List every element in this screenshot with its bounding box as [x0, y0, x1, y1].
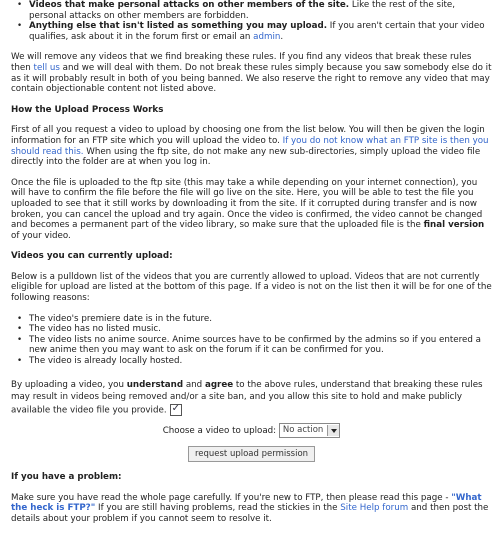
what-the-heck-is-ftp-link[interactable]: "What the heck is FTP?" [11, 492, 482, 514]
reasons-list [11, 314, 492, 367]
choose-video-label: Choose a video to upload: [162, 425, 277, 436]
video-select[interactable]: No action [279, 423, 340, 438]
list-item: • Anything else that isn't listed as something you may upload. If you aren't certain that your video qualifies, ask about it in the forum first or email an admin. [29, 21, 492, 42]
section-heading-problem: If you have a problem: [11, 472, 122, 483]
rule-title: Anything else that isn't listed as something you may upload. [29, 21, 328, 32]
rule-title: Videos that make personal attacks on other members of the site. [29, 0, 350, 10]
process-paragraph-2: Once the file is uploaded to the ftp site (this may take a while depending on your internet connection), you will have to confirm the file before the file will go live on the site. Here, you will be able to test the file you uploaded to see that it still works by downloading it from the site. If it corrupted during transfer and is now broken, you can cancel the upload and try again. Once the video is confirmed, the video cannot be changed and becomes a permanent part of the video library, so make sure that the uploaded file is the final version of your video. [11, 177, 485, 241]
request-upload-button[interactable]: request upload permission [188, 446, 315, 463]
agreement-text: By uploading a video, you understand and agree to the above rules, understand that breaking these rules may result in videos being removed and/or a site ban, and you allow this site to hold and make publicly available the video file you provide.✓ [11, 379, 492, 417]
current-intro: Below is a pulldown list of the videos that you are currently allowed to upload. Videos that are not currently eligible for upload are listed at the bottom of this page. If a video is not on the list then it will be for one of the following reasons: [11, 271, 492, 304]
list-item: • The video's premiere date is in the future. [29, 314, 492, 325]
process-paragraph-1: First of all you request a video to upload by choosing one from the list below. You will then be given the login information for an FTP site which you will upload the video to. If you do not know what an FTP site is then you should read this. When using the ftp site, do not make any new sub-directories, simply upload the video file directly into the folder are at when you log in. [11, 125, 489, 168]
list-item: • The video has no listed music. [29, 324, 492, 335]
list-item: • The video lists no anime source. Anime sources have to be confirmed by the admins so if you entered a new anime then you may want to ask on the forum if it can be confirmed for you. [29, 335, 492, 356]
admin-link[interactable]: admin [253, 31, 281, 42]
agree-checkbox[interactable] [170, 404, 182, 416]
list-item [29, 0, 492, 21]
rule-text: If you aren't certain that your video qualifies, ask about it in the forum first or email an [29, 21, 485, 42]
rule-text: Like the rest of the site, personal attacks on other members are forbidden. [29, 0, 455, 21]
forbidden-rules-list [11, 0, 492, 42]
removal-policy: We will remove any videos that we find breaking these rules. If you find any videos that break these rules then tell us and we will deal with them. Do not break these rules simply because you saw somebody else do it as it will probably result in both of you being banned. We also reserve the right to remove any video that may contain objectionable content not listed above. [11, 52, 492, 95]
section-heading-current: Videos you can currently upload: [11, 251, 173, 262]
video-select-row [11, 423, 492, 438]
problem-paragraph: Make sure you have read the whole page carefully. If you're new to FTP, then please read this page - "What the heck is FTP?" If you are still having problems, read the stickies in the Site Help forum and then post the details about your problem if you cannot seem to resolve it. [11, 492, 489, 524]
section-heading-process: How the Upload Process Works [11, 104, 164, 115]
what-is-ftp-link[interactable]: If you do not know what an FTP site is then you should read this. [11, 135, 489, 157]
site-help-forum-link[interactable]: Site Help forum [340, 503, 409, 514]
list-item: • The video is already locally hosted. [29, 356, 492, 367]
tell-us-link[interactable]: tell us [33, 62, 60, 73]
chevron-down-icon[interactable] [327, 425, 339, 436]
